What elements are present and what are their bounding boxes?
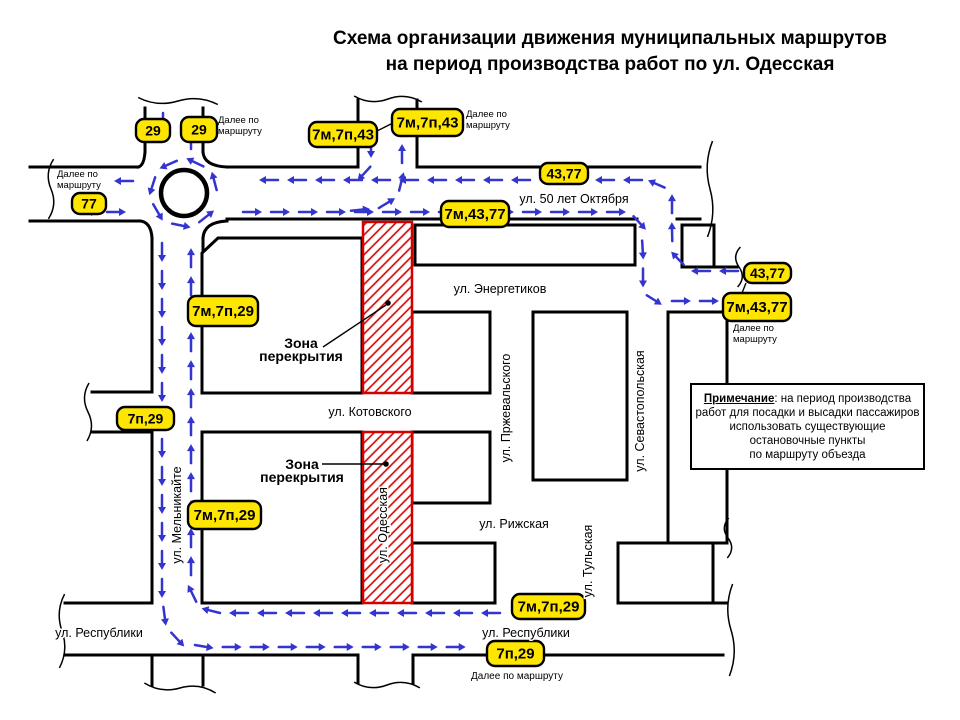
route-arrow-head <box>398 144 406 151</box>
route-badge-label: 7м,7п,29 <box>517 598 580 616</box>
route-arrow-head <box>425 609 432 617</box>
route-arrow-dash <box>351 210 363 211</box>
note-line-4: остановочные пункты <box>749 434 866 447</box>
route-badge <box>309 122 377 147</box>
route-arrow-head <box>619 208 626 216</box>
route-arrow-head <box>158 339 166 346</box>
route-arrow-dash <box>153 204 159 214</box>
road-break-mark <box>707 141 713 237</box>
route-badge-label: 7м,7п,29 <box>192 303 254 320</box>
street-label: ул. Одесская <box>376 487 390 563</box>
road-break-mark <box>728 584 734 676</box>
route-badge-label: 7м,43,77 <box>726 299 788 316</box>
route-continues-label: маршруту <box>733 334 777 345</box>
route-arrow-dash <box>193 161 204 166</box>
closure-zone <box>363 222 412 393</box>
route-arrow-head <box>183 222 191 230</box>
route-arrow-head <box>158 367 166 374</box>
route-arrow-head <box>285 609 292 617</box>
route-arrow-head <box>668 222 676 229</box>
route-arrow-head <box>187 556 195 563</box>
route-arrow-head <box>114 177 121 185</box>
route-arrow-head <box>341 609 348 617</box>
road-break-mark <box>144 683 215 693</box>
note-line-1 <box>692 392 923 406</box>
route-arrow-head <box>398 172 406 180</box>
route-arrow-dash <box>399 179 402 191</box>
route-arrow-head <box>639 281 647 288</box>
route-arrow-head <box>187 416 195 423</box>
badge-connector <box>377 123 393 131</box>
route-arrow-head <box>158 283 166 290</box>
badge-connector <box>742 283 746 293</box>
road-break-mark <box>138 98 218 105</box>
route-badge <box>188 296 258 326</box>
route-badge-label: 43,77 <box>546 165 582 182</box>
route-arrow-head <box>347 643 354 651</box>
route-arrow-head <box>483 176 490 184</box>
route-arrow-head <box>427 176 434 184</box>
closure-callout-dot <box>385 300 391 306</box>
route-arrow-head <box>158 591 166 598</box>
street-label: ул. Республики <box>55 626 143 640</box>
route-continues-label: маршруту <box>466 120 510 131</box>
building-block <box>412 543 495 603</box>
route-arrow-dash <box>379 202 389 208</box>
route-arrow-head <box>481 609 488 617</box>
route-badge <box>540 163 588 184</box>
route-arrow-dash <box>214 178 217 190</box>
street-label: ул. Энергетиков <box>453 282 547 296</box>
route-arrow-head <box>158 395 166 402</box>
route-badge <box>72 193 106 214</box>
route-continues-label: Далее по <box>218 115 259 126</box>
route-continues-label: маршруту <box>218 126 262 137</box>
route-arrow-head <box>343 176 350 184</box>
road-edge <box>203 221 227 238</box>
route-arrow-head <box>395 208 402 216</box>
route-arrow-head <box>684 297 691 305</box>
roundabout-island <box>161 170 207 216</box>
route-arrow-head <box>202 606 210 614</box>
title-line-1: Схема организации движения муниципальных маршрутов <box>333 28 887 49</box>
street-label: ул. Тульская <box>581 524 595 598</box>
route-badge <box>117 407 174 430</box>
building-block <box>412 432 490 503</box>
route-arrow-dash <box>171 633 179 642</box>
route-badge-label: 7п,29 <box>127 410 164 427</box>
route-arrow-head <box>423 208 430 216</box>
route-arrow-head <box>187 276 195 283</box>
route-badge <box>441 201 509 227</box>
route-arrow-head <box>459 643 466 651</box>
route-continues-label: Далее по маршруту <box>471 671 563 682</box>
route-badge <box>723 293 791 321</box>
street-label: ул. 50 лет Октября <box>519 192 629 206</box>
route-arrow-head <box>257 609 264 617</box>
roundabout <box>161 170 207 216</box>
route-arrow-head <box>591 208 598 216</box>
route-continues-label: Далее по <box>466 109 507 120</box>
street-label: ул. Республики <box>482 626 570 640</box>
route-arrow-dash <box>642 241 643 253</box>
street-label: ул. Пржевальского <box>499 353 513 463</box>
route-badge <box>392 109 463 136</box>
route-badge <box>188 501 261 529</box>
road-break-mark <box>84 383 91 441</box>
building-block <box>412 312 490 393</box>
route-arrow-head <box>397 609 404 617</box>
route-arrow-head <box>158 507 166 514</box>
route-arrow-dash <box>199 215 208 222</box>
note-line-5: по маршруту объезда <box>749 448 866 461</box>
note-box <box>690 383 925 470</box>
route-arrow-dash <box>172 224 184 226</box>
route-arrow-head <box>161 618 169 625</box>
street-label: ул. Севастопольская <box>633 350 647 472</box>
route-arrow-head <box>668 194 676 201</box>
route-arrow-head <box>313 609 320 617</box>
closure-callout-dot <box>383 461 389 467</box>
route-badge-label: 43,77 <box>749 265 786 281</box>
route-arrow-head <box>259 176 266 184</box>
route-badge-label: 7п,29 <box>496 645 535 663</box>
route-arrow-head <box>403 643 410 651</box>
route-arrow-head <box>158 255 166 262</box>
route-arrow-head <box>229 609 236 617</box>
route-arrow-head <box>119 208 126 216</box>
route-arrow-head <box>263 643 270 651</box>
route-arrow-head <box>712 297 719 305</box>
route-badge <box>487 641 544 666</box>
route-arrow-head <box>187 444 195 451</box>
route-arrow-head <box>187 388 195 395</box>
route-arrow-head <box>158 451 166 458</box>
route-arrow-head <box>319 643 326 651</box>
route-badge-label: 7м,7п,43 <box>396 114 459 132</box>
route-arrow-head <box>187 360 195 367</box>
closure-zone-label: перекрытия <box>259 348 343 364</box>
route-arrow-head <box>535 208 542 216</box>
route-arrow-head <box>369 609 376 617</box>
note-heading: Примечание <box>703 392 775 405</box>
route-arrow-head <box>511 176 518 184</box>
route-arrow-head <box>187 332 195 339</box>
route-badge <box>136 119 170 142</box>
route-badge-label: 7м,43,77 <box>444 206 506 223</box>
route-arrow-head <box>206 643 214 651</box>
route-badge <box>512 594 585 619</box>
route-arrow-dash <box>191 591 196 602</box>
route-arrow-head <box>639 252 647 259</box>
route-arrow-dash <box>166 161 177 166</box>
route-arrow-head <box>453 609 460 617</box>
route-arrow-head <box>623 176 630 184</box>
road-edge <box>203 152 227 167</box>
route-arrow-head <box>455 176 462 184</box>
route-arrow-head <box>158 479 166 486</box>
closure-zone-label: Зона <box>285 456 319 472</box>
route-arrow-dash <box>163 607 165 619</box>
page-title <box>280 26 940 78</box>
route-arrow-dash <box>362 167 370 176</box>
route-continues-label: Далее по <box>57 169 98 180</box>
route-arrow-head <box>158 563 166 570</box>
route-arrow-head <box>291 643 298 651</box>
closure-zone-label: Зона <box>284 335 318 351</box>
building-block <box>533 312 627 480</box>
route-arrow-dash <box>151 177 155 188</box>
street-label: ул. Котовского <box>328 405 412 419</box>
route-badge <box>181 117 217 142</box>
closure-zone-label: перекрытия <box>260 469 344 485</box>
street-label: ул. Мельникайте <box>170 466 184 564</box>
route-badge <box>744 263 791 283</box>
route-badge-label: 29 <box>145 122 161 139</box>
route-arrow-dash <box>195 645 207 647</box>
route-badge-label: 7м,7п,43 <box>312 126 374 144</box>
route-continues-label: Далее по <box>733 323 774 334</box>
title-line-2: на период производства работ по ул. Одесская <box>385 54 835 75</box>
route-badge-label: 29 <box>191 121 207 138</box>
route-badge-label: 7м,7п,29 <box>193 507 256 524</box>
route-arrow-head <box>367 151 375 158</box>
route-arrow-head <box>431 643 438 651</box>
route-arrow-head <box>563 208 570 216</box>
road-edge <box>140 221 152 238</box>
route-arrow-head <box>255 208 262 216</box>
route-arrow-head <box>311 208 318 216</box>
note-line-1-rest: : на период производства <box>774 392 912 405</box>
road-edge <box>138 152 145 167</box>
route-arrow-head <box>375 643 382 651</box>
road-break-mark <box>354 682 420 688</box>
route-arrow-head <box>158 311 166 318</box>
route-badge-label: 77 <box>81 195 97 212</box>
route-arrow-head <box>210 172 218 180</box>
route-arrow-dash <box>654 183 664 187</box>
note-line-3: использовать существующие <box>729 420 886 433</box>
route-arrow-dash <box>208 610 220 613</box>
route-arrow-dash <box>647 295 656 301</box>
street-label: ул. Рижская <box>479 517 549 531</box>
route-arrow-head <box>187 248 195 255</box>
route-arrow-head <box>339 208 346 216</box>
road-break-mark <box>354 96 422 102</box>
route-arrow-head <box>235 643 242 651</box>
route-arrow-head <box>595 176 602 184</box>
route-arrow-head <box>371 176 378 184</box>
route-arrow-head <box>187 472 195 479</box>
building-block <box>415 225 635 265</box>
route-arrow-head <box>158 535 166 542</box>
note-line-2: работ для посадки и высадки пассажиров <box>695 406 920 419</box>
route-arrow-head <box>287 176 294 184</box>
route-arrow-head <box>283 208 290 216</box>
route-arrow-head <box>315 176 322 184</box>
route-continues-label: маршруту <box>57 180 101 191</box>
building-block <box>618 543 713 603</box>
